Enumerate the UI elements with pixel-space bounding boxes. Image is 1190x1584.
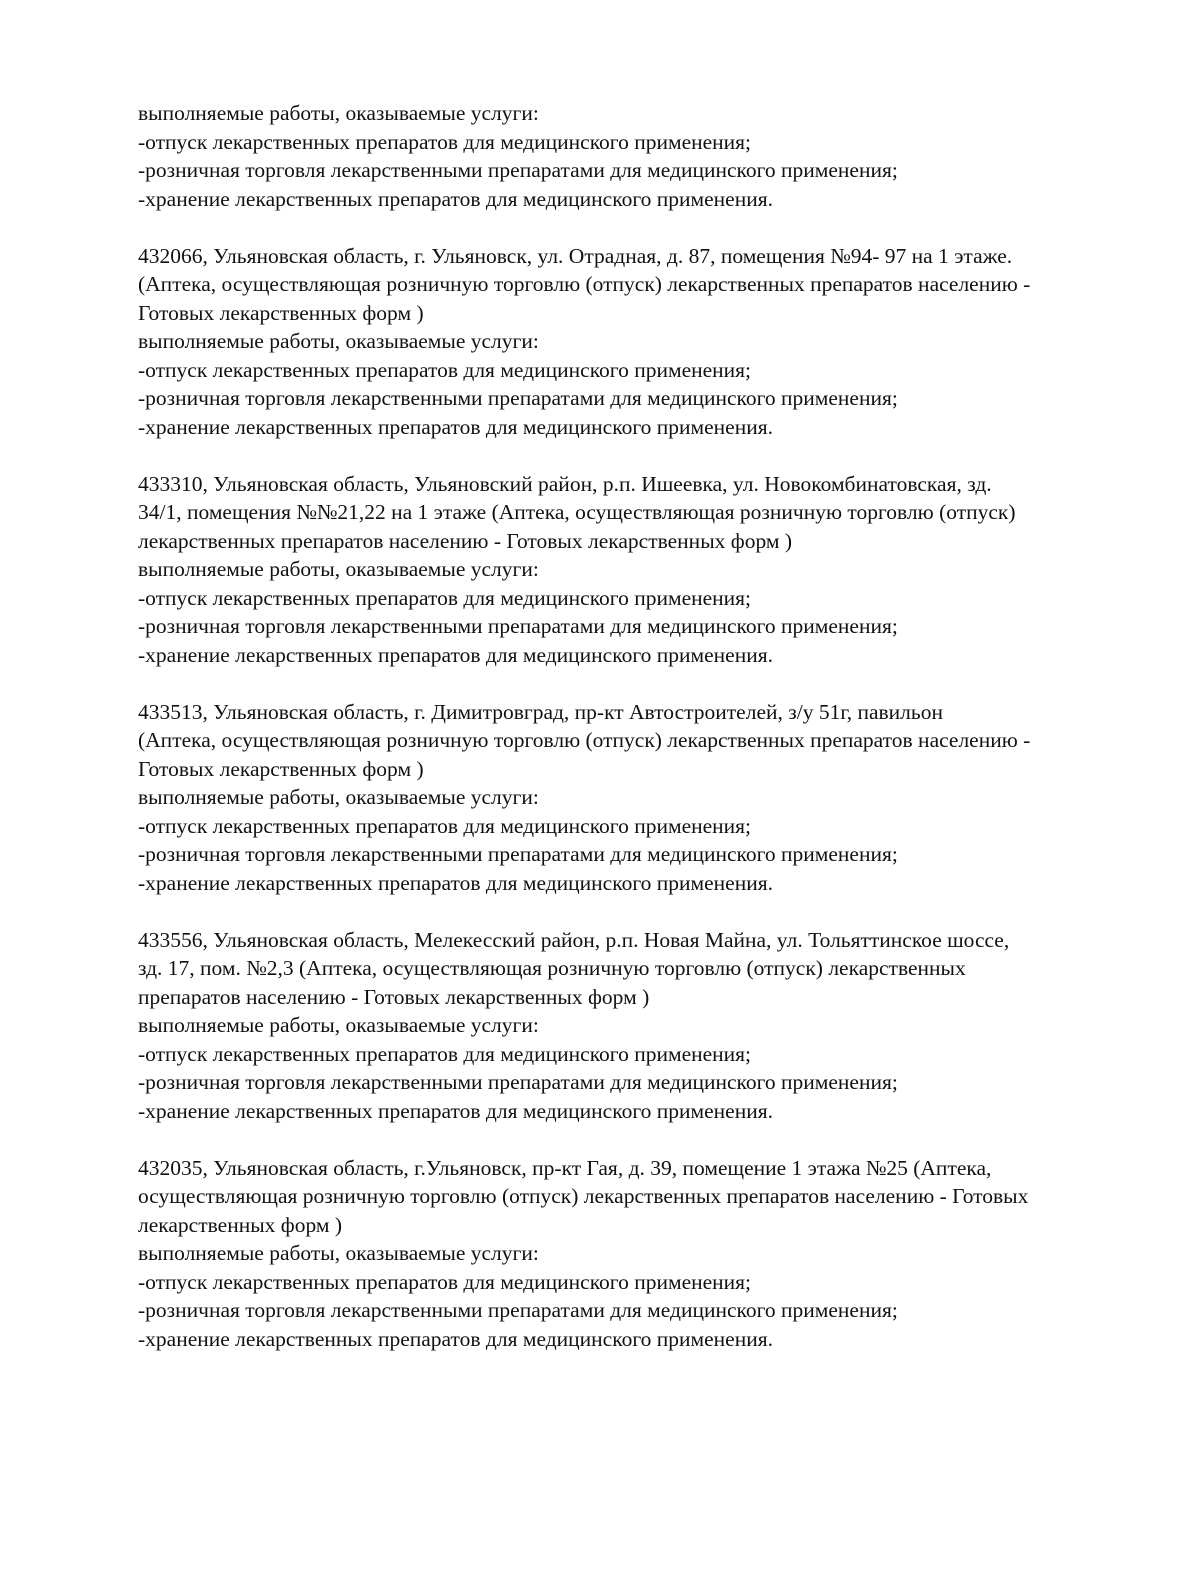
address-line: Готовых лекарственных форм ) [138,756,424,781]
services-heading: выполняемые работы, оказываемые услуги: [138,1013,539,1037]
pharmacy-entry [138,242,1138,442]
service-item: -отпуск лекарственных препаратов для медицинского применения; [138,585,752,610]
service-item: -отпуск лекарственных препаратов для медицинского применения; [138,129,752,154]
services-heading: выполняемые работы, оказываемые услуги: [138,101,539,125]
service-item: -розничная торговля лекарственными препаратами для медицинского применения; [138,842,898,866]
pharmacy-entry [138,1154,1138,1354]
address-line: Готовых лекарственных форм ) [138,300,424,325]
service-item: -розничная торговля лекарственными препаратами для медицинского применения; [138,158,898,182]
address-line: лекарственных форм ) [138,1212,343,1237]
address-line: осуществляющая розничную торговлю (отпуск) лекарственных препаратов населению - Готовых [138,1184,1029,1208]
service-item: -хранение лекарственных препаратов для медицинского применения. [138,642,773,667]
service-item: -отпуск лекарственных препаратов для медицинского применения; [138,813,752,838]
address-line: (Аптека, осуществляющая розничную торговлю (отпуск) лекарственных препаратов населению - [138,728,1031,752]
document-page [138,99,1138,1382]
pharmacy-entry [138,926,1138,1126]
service-item: -розничная торговля лекарственными препаратами для медицинского применения; [138,1070,898,1094]
address-line: 34/1, помещения №№21,22 на 1 этаже (Аптека, осуществляющая розничную торговлю (отпуск) [138,500,1016,524]
service-item: -хранение лекарственных препаратов для медицинского применения. [138,870,773,895]
address-line: 433310, Ульяновская область, Ульяновский район, р.п. Ишеевка, ул. Новокомбинатовская, зд. [138,471,992,496]
address-line: 433556, Ульяновская область, Мелекесский район, р.п. Новая Майна, ул. Тольяттинское шоссе, [138,927,1010,952]
service-item: -хранение лекарственных препаратов для медицинского применения. [138,1098,773,1123]
services-heading: выполняемые работы, оказываемые услуги: [138,329,539,353]
service-item: -отпуск лекарственных препаратов для медицинского применения; [138,1269,752,1294]
service-item: -розничная торговля лекарственными препаратами для медицинского применения; [138,1298,898,1322]
services-heading: выполняемые работы, оказываемые услуги: [138,785,539,809]
address-line: препаратов населению - Готовых лекарственных форм ) [138,984,650,1009]
pharmacy-entry [138,698,1138,898]
service-item: -розничная торговля лекарственными препаратами для медицинского применения; [138,386,898,410]
service-item: -хранение лекарственных препаратов для медицинского применения. [138,414,773,439]
services-heading: выполняемые работы, оказываемые услуги: [138,557,539,581]
service-item: -отпуск лекарственных препаратов для медицинского применения; [138,1041,752,1066]
address-line: 433513, Ульяновская область, г. Димитровград, пр-кт Автостроителей, з/у 51г, павильон [138,699,943,724]
address-line: зд. 17, пом. №2,3 (Аптека, осуществляющая розничную торговлю (отпуск) лекарственных [138,956,966,980]
services-heading: выполняемые работы, оказываемые услуги: [138,1241,539,1265]
address-line: лекарственных препаратов населению - Готовых лекарственных форм ) [138,528,793,553]
pharmacy-entry [138,470,1138,670]
service-item: -хранение лекарственных препаратов для медицинского применения. [138,186,773,211]
address-line: (Аптека, осуществляющая розничную торговлю (отпуск) лекарственных препаратов населению - [138,272,1031,296]
service-item: -розничная торговля лекарственными препаратами для медицинского применения; [138,614,898,638]
service-item: -отпуск лекарственных препаратов для медицинского применения; [138,357,752,382]
address-line: 432066, Ульяновская область, г. Ульяновск, ул. Отрадная, д. 87, помещения №94- 97 на 1 этаже. [138,243,1013,268]
intro-services-block [138,99,1138,213]
address-line: 432035, Ульяновская область, г.Ульяновск, пр-кт Гая, д. 39, помещение 1 этажа №25 (Аптека, [138,1155,992,1180]
service-item: -хранение лекарственных препаратов для медицинского применения. [138,1326,773,1351]
